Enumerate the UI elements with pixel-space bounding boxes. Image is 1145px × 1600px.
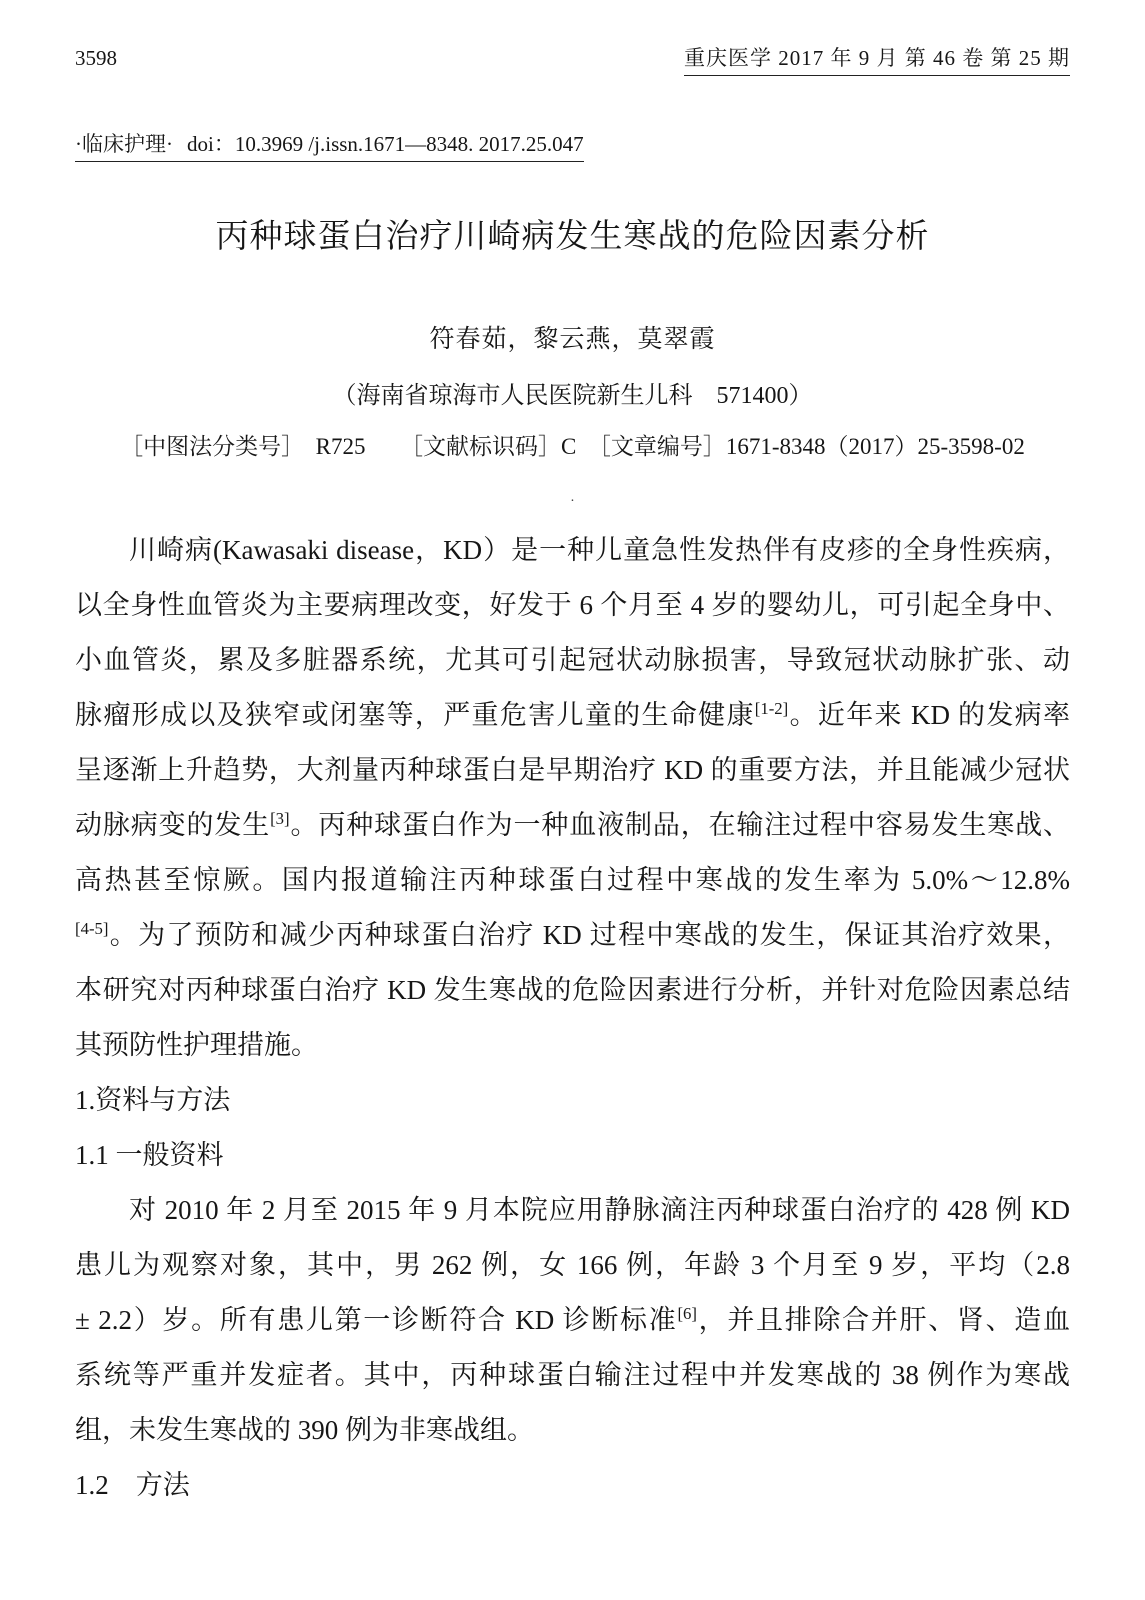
section-heading: 1.1 一般资料 (75, 1140, 224, 1170)
body-line: 高热甚至惊厥。国内报道输注丙种球蛋白过程中寒战的发生率为 5.0%～12.8% (75, 865, 1070, 895)
page-header (75, 42, 1070, 76)
body-line: 呈逐渐上升趋势，大剂量丙种球蛋白是早期治疗 KD 的重要方法，并且能减少冠状 (75, 755, 1070, 785)
column-label: ·临床护理· (75, 132, 173, 156)
classification-line: ［中图法分类号］ R725 ［文献标识码］C ［文章编号］1671-8348（2017）25-3598-02 (120, 434, 1025, 459)
page-number: 3598 (75, 46, 117, 70)
authors-line: 符春茹，黎云燕，莫翠霞 (429, 326, 716, 353)
body-line: 其预防性护理措施。 (75, 1030, 318, 1060)
body-line: 以全身性血管炎为主要病理改变，好发于 6 个月至 4 岁的婴幼儿，可引起全身中、 (75, 590, 1070, 620)
article-title: 丙种球蛋白治疗川崎病发生寒战的危险因素分析 (215, 219, 930, 255)
body-line: 患儿为观察对象，其中，男 262 例，女 166 例，年龄 3 个月至 9 岁，平均（2.8 (75, 1250, 1070, 1280)
body-line: 系统等严重并发症者。其中，丙种球蛋白输注过程中并发寒战的 38 例作为寒战 (75, 1360, 1070, 1390)
body-line: 小血管炎，累及多脏器系统，尤其可引起冠状动脉损害，导致冠状动脉扩张、动 (75, 645, 1070, 675)
doi-line (75, 128, 584, 162)
body-line: 川崎病(Kawasaki disease，KD）是一种儿童急性发热伴有皮疹的全身性疾病， (129, 535, 1070, 565)
body-line: 对 2010 年 2 月至 2015 年 9 月本院应用静脉滴注丙种球蛋白治疗的 428 例 KD (129, 1195, 1070, 1225)
body-line: 动脉病变的发生[3]。丙种球蛋白作为一种血液制品，在输注过程中容易发生寒战、 (75, 809, 1071, 840)
doi-text: doi：10.3969 /j.issn.1671—8348. 2017.25.047 (187, 132, 584, 156)
section-heading: 1.2 方法 (75, 1470, 190, 1500)
body-line: 脉瘤形成以及狭窄或闭塞等，严重危害儿童的生命健康[1-2]。近年来 KD 的发病率 (75, 699, 1070, 730)
body-line: ± 2.2）岁。所有患儿第一诊断符合 KD 诊断标准[6]，并且排除合并肝、肾、造血 (75, 1304, 1070, 1335)
article-body (75, 523, 1070, 1513)
body-line: 组，未发生寒战的 390 例为非寒战组。 (75, 1415, 534, 1445)
separator-dot: · (570, 494, 575, 509)
body-line: [4-5]。为了预防和减少丙种球蛋白治疗 KD 过程中寒战的发生，保证其治疗效果， (75, 919, 1070, 950)
doi-row (75, 128, 1070, 162)
affiliation-line: （海南省琼海市人民医院新生儿科 571400） (332, 383, 813, 409)
journal-citation: 重庆医学 2017 年 9 月 第 46 卷 第 25 期 (684, 42, 1070, 76)
section-heading: 1.资料与方法 (75, 1085, 231, 1115)
body-line: 本研究对丙种球蛋白治疗 KD 发生寒战的危险因素进行分析，并针对危险因素总结 (75, 975, 1070, 1005)
